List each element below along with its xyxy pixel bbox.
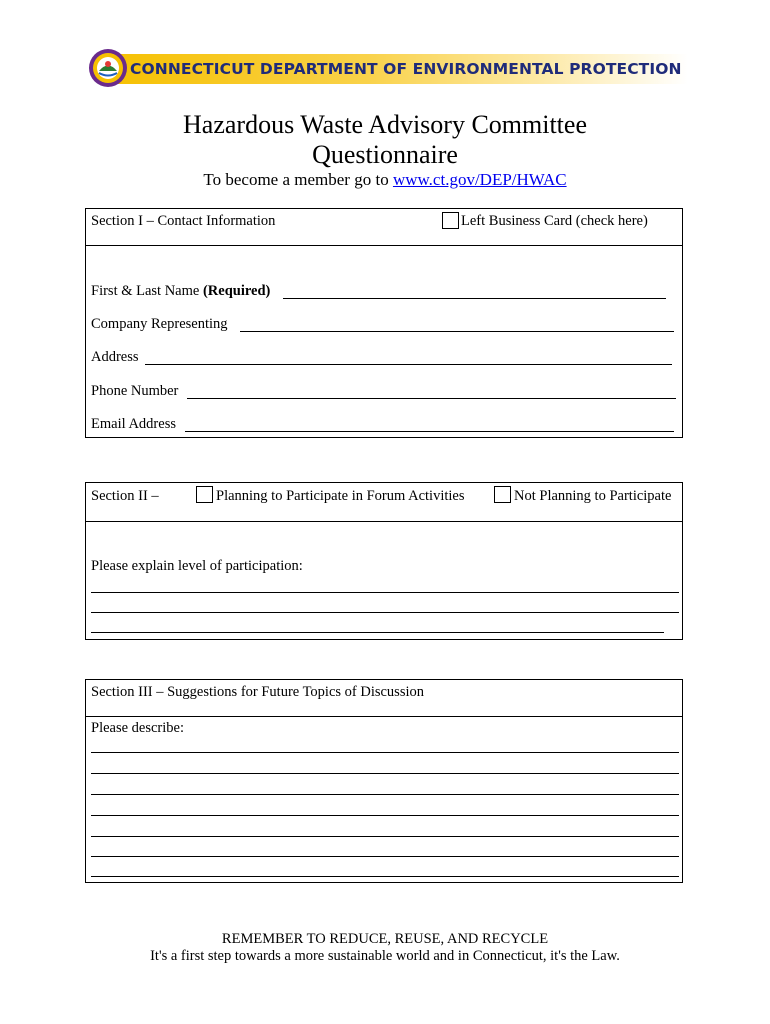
planning-checkbox[interactable] [196, 486, 213, 503]
describe-line-1[interactable] [91, 752, 679, 753]
section-heading: Section III – Suggestions for Future Topics of Discussion [91, 684, 424, 700]
name-label-text: First & Last Name [91, 283, 203, 299]
section-header [86, 680, 682, 717]
subtitle-text: To become a member go to [203, 170, 393, 189]
planning-label: Planning to Participate in Forum Activities [216, 488, 465, 504]
explain-label: Please explain level of participation: [91, 558, 303, 574]
business-card-label: Left Business Card (check here) [461, 213, 648, 229]
describe-label: Please describe: [91, 720, 185, 736]
company-field[interactable] [240, 331, 674, 332]
department-banner [88, 48, 688, 90]
describe-line-2[interactable] [91, 773, 679, 774]
phone-field[interactable] [187, 398, 676, 399]
form-title: Hazardous Waste Advisory Committee [183, 110, 587, 139]
hwac-link[interactable]: www.ct.gov/DEP/HWAC [392, 170, 567, 189]
explain-line-1[interactable] [91, 592, 679, 593]
email-label: Email Address [91, 416, 176, 432]
not-planning-checkbox[interactable] [494, 486, 511, 503]
phone-label: Phone Number [91, 383, 179, 399]
describe-line-7[interactable] [91, 876, 679, 877]
company-label: Company Representing [91, 316, 228, 332]
required-marker: (Required) [202, 283, 271, 299]
not-planning-label: Not Planning to Participate [514, 488, 672, 504]
name-field[interactable] [283, 298, 666, 299]
section-participation [85, 482, 683, 640]
form-title-line2: Questionnaire [312, 140, 458, 169]
business-card-checkbox[interactable] [442, 212, 459, 229]
form-subtitle [0, 170, 770, 190]
address-field[interactable] [145, 364, 672, 365]
section-contact-information [85, 208, 683, 438]
section-heading: Section II – [91, 488, 159, 504]
section-heading: Section I – Contact Information [91, 213, 276, 229]
recycle-reminder: REMEMBER TO REDUCE, REUSE, AND RECYCLE [221, 931, 549, 947]
name-label [91, 283, 270, 300]
email-field[interactable] [185, 431, 674, 432]
describe-line-5[interactable] [91, 836, 679, 837]
section-header [86, 483, 682, 522]
section-future-topics [85, 679, 683, 883]
explain-line-3[interactable] [91, 632, 664, 633]
dep-seal-icon [88, 48, 128, 88]
describe-line-4[interactable] [91, 815, 679, 816]
department-name: CONNECTICUT DEPARTMENT OF ENVIRONMENTAL PROTECTION [130, 60, 682, 78]
section-header [86, 209, 682, 246]
describe-line-6[interactable] [91, 856, 679, 857]
describe-line-3[interactable] [91, 794, 679, 795]
address-label: Address [91, 349, 139, 365]
sustainability-note: It's a first step towards a more sustainable world and in Connecticut, it's the Law. [150, 948, 620, 964]
explain-line-2[interactable] [91, 612, 679, 613]
